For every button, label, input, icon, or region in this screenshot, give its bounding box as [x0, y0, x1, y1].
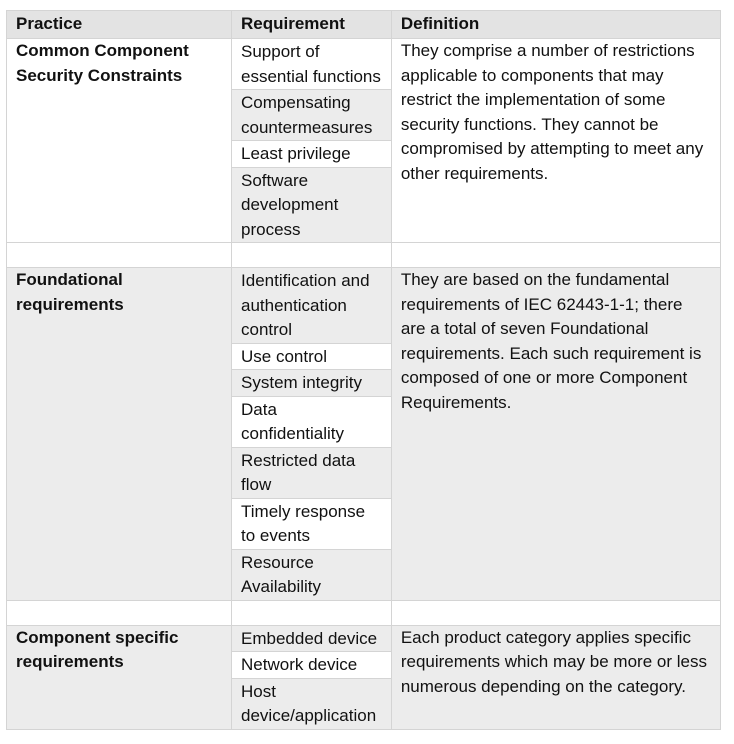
- header-practice: Practice: [7, 11, 232, 39]
- requirement-cell: Host device/application: [232, 678, 392, 729]
- requirement-cell: Embedded device: [232, 625, 392, 652]
- requirement-cell: Least privilege: [232, 141, 392, 168]
- practice-cell: Foundational requirements: [7, 268, 232, 601]
- requirement-cell: Resource Availability: [232, 549, 392, 600]
- spacer-cell: [232, 243, 392, 268]
- practice-cell: Common Component Security Constraints: [7, 39, 232, 243]
- requirement-cell: Support of essential functions: [232, 39, 392, 90]
- requirement-cell: Use control: [232, 343, 392, 370]
- spacer-cell: [391, 243, 720, 268]
- spacer-cell: [7, 600, 232, 625]
- table-row: [7, 39, 721, 90]
- requirement-cell: Identification and authentication control: [232, 268, 392, 344]
- requirement-cell: Network device: [232, 652, 392, 679]
- header-requirement: Requirement: [232, 11, 392, 39]
- spacer-cell: [391, 600, 720, 625]
- requirement-cell: Software development process: [232, 167, 392, 243]
- spacer-row: [7, 600, 721, 625]
- header-row: [7, 11, 721, 39]
- definition-cell: They comprise a number of restrictions applicable to components that may restrict the implementation of some security functions. They cannot be compromised by attempting to meet any other requirements.: [391, 39, 720, 243]
- requirement-cell: Data confidentiality: [232, 396, 392, 447]
- table-row: [7, 268, 721, 344]
- requirement-cell: System integrity: [232, 370, 392, 397]
- header-definition: Definition: [391, 11, 720, 39]
- definition-cell: Each product category applies specific requirements which may be more or less numerous depending on the category.: [391, 625, 720, 729]
- definition-cell: They are based on the fundamental requirements of IEC 62443-1-1; there are a total of seven Foundational requirements. Each such requirement is composed of one or more Component Requirements.: [391, 268, 720, 601]
- requirement-cell: Timely response to events: [232, 498, 392, 549]
- table-row: [7, 625, 721, 652]
- spacer-row: [7, 243, 721, 268]
- requirement-cell: Restricted data flow: [232, 447, 392, 498]
- spacer-cell: [232, 600, 392, 625]
- practices-table: [6, 10, 721, 730]
- requirement-cell: Compensating countermeasures: [232, 90, 392, 141]
- practice-cell: Component specific requirements: [7, 625, 232, 729]
- spacer-cell: [7, 243, 232, 268]
